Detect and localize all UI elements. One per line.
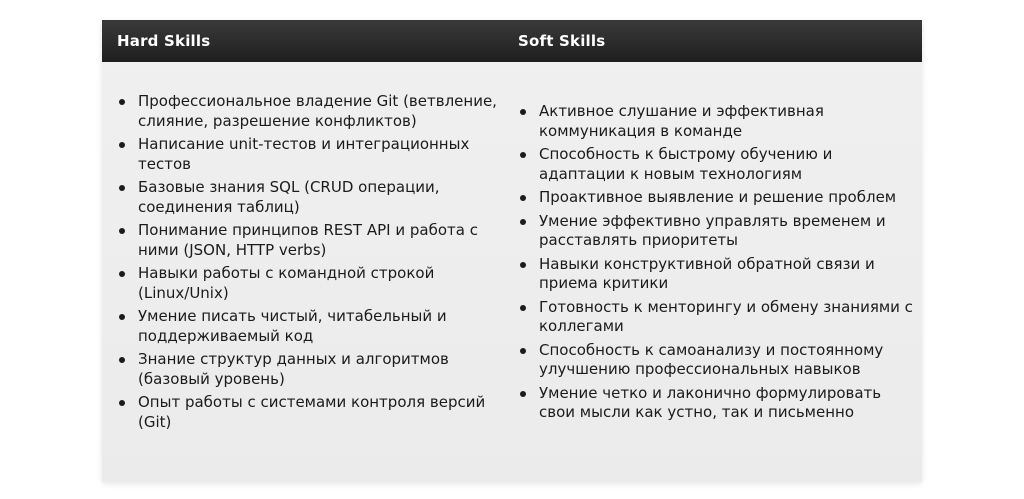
list-item [118,221,498,260]
bullet-icon [119,357,125,363]
list-item-text: Активное слушание и эффективная коммуникация в команде [539,102,824,140]
list-item [519,145,914,184]
bullet-icon [520,152,526,158]
list-item [118,350,498,389]
soft-skills-list [519,102,914,427]
list-item [519,341,914,380]
list-item-text: Проактивное выявление и решение проблем [539,188,897,206]
skills-table [102,20,922,482]
list-item-text: Профессиональное владение Git (ветвление, слияние, разрешение конфликтов) [138,92,497,130]
bullet-icon [119,142,125,148]
list-item [519,298,914,337]
list-item [118,393,498,432]
list-item [118,135,498,174]
list-item-text: Базовые знания SQL (CRUD операции, соединения таблиц) [138,178,440,216]
list-item [519,255,914,294]
hard-skills-list [118,92,498,436]
bullet-icon [119,185,125,191]
list-item-text: Умение эффективно управлять временем и расставлять приоритеты [539,211,886,249]
header-hard-skills: Hard Skills [117,32,211,50]
list-item-text: Опыт работы с системами контроля версий (Git) [138,393,486,431]
list-item [519,212,914,251]
list-item-text: Написание unit-тестов и интеграционных тестов [138,135,470,173]
header-soft-skills: Soft Skills [518,32,606,50]
list-item-text: Навыки конструктивной обратной связи и приема критики [539,254,875,292]
bullet-icon [520,109,526,115]
list-item [118,178,498,217]
table-header [102,20,922,62]
list-item-text: Умение писать чистый, читабельный и поддерживаемый код [138,307,447,345]
bullet-icon [119,228,125,234]
list-item-text: Знание структур данных и алгоритмов (базовый уровень) [138,350,449,388]
bullet-icon [520,305,526,311]
list-item-text: Готовность к менторингу и обмену знаниями с коллегами [539,297,913,335]
bullet-icon [520,348,526,354]
bullet-icon [520,219,526,225]
bullet-icon [520,195,526,201]
list-item [519,384,914,423]
list-item-text: Умение четко и лаконично формулировать свои мысли как устно, так и письменно [539,383,882,421]
list-item [118,92,498,131]
bullet-icon [119,271,125,277]
bullet-icon [119,314,125,320]
list-item [118,264,498,303]
list-item-text: Способность к самоанализу и постоянному улучшению профессиональных навыков [539,340,884,378]
list-item [118,307,498,346]
list-item-text: Способность к быстрому обучению и адаптации к новым технологиям [539,145,833,183]
list-item [519,188,914,208]
list-item-text: Навыки работы с командной строкой (Linux/Unix) [138,264,435,302]
bullet-icon [520,262,526,268]
bullet-icon [119,400,125,406]
bullet-icon [520,391,526,397]
bullet-icon [119,99,125,105]
list-item-text: Понимание принципов REST API и работа с ними (JSON, HTTP verbs) [138,221,478,259]
list-item [519,102,914,141]
